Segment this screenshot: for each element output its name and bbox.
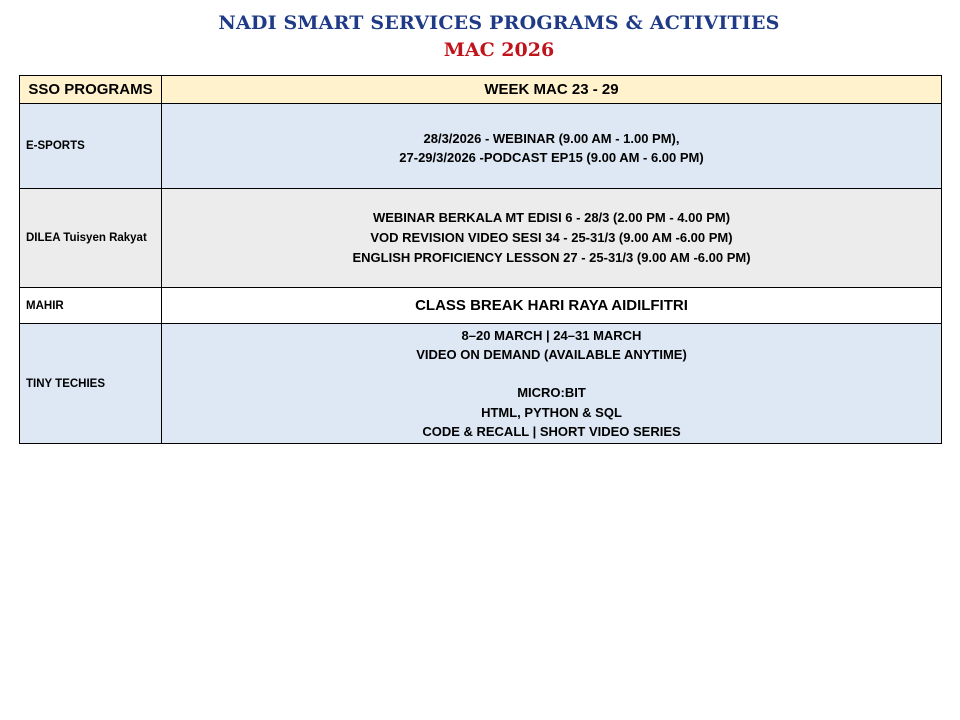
spacer <box>162 364 941 383</box>
table-row <box>20 104 942 189</box>
detail-line: CLASS BREAK HARI RAYA AIDILFITRI <box>415 296 688 314</box>
detail-line: VIDEO ON DEMAND (AVAILABLE ANYTIME) <box>416 347 687 363</box>
detail-line: HTML, PYTHON & SQL <box>481 404 622 420</box>
column-header-week: WEEK MAC 23 - 29 <box>162 76 942 104</box>
program-details <box>162 189 942 288</box>
table-row <box>20 324 942 444</box>
detail-line: 27-29/3/2026 -PODCAST EP15 (9.00 AM - 6.00 PM) <box>399 150 704 165</box>
detail-line: VOD REVISION VIDEO SESI 34 - 25-31/3 (9.00 AM -6.00 PM) <box>370 230 733 245</box>
detail-line: 28/3/2026 - WEBINAR (9.00 AM - 1.00 PM), <box>423 130 680 146</box>
detail-line: WEBINAR BERKALA MT EDISI 6 - 28/3 (2.00 PM - 4.00 PM) <box>372 210 731 225</box>
page-title: NADI SMART SERVICES PROGRAMS & ACTIVITIES <box>218 12 780 34</box>
detail-line: CODE & RECALL | SHORT VIDEO SERIES <box>422 423 681 439</box>
table-row <box>20 288 942 324</box>
program-details <box>162 324 942 444</box>
page-subtitle: MAC 2026 <box>443 39 555 61</box>
column-header-programs: SSO PROGRAMS <box>20 76 162 104</box>
program-name: E-SPORTS <box>20 104 162 189</box>
program-details <box>162 288 942 324</box>
programs-table <box>19 75 942 444</box>
table-header-row <box>20 76 942 104</box>
program-details <box>162 104 942 189</box>
program-name: MAHIR <box>20 288 162 324</box>
detail-line: 8–20 MARCH | 24–31 MARCH <box>461 327 642 343</box>
program-name: DILEA Tuisyen Rakyat <box>20 189 162 288</box>
table-row <box>20 189 942 288</box>
program-name: TINY TECHIES <box>20 324 162 444</box>
detail-line: ENGLISH PROFICIENCY LESSON 27 - 25-31/3 (9.00 AM -6.00 PM) <box>352 250 751 265</box>
detail-line: MICRO:BIT <box>517 385 586 401</box>
